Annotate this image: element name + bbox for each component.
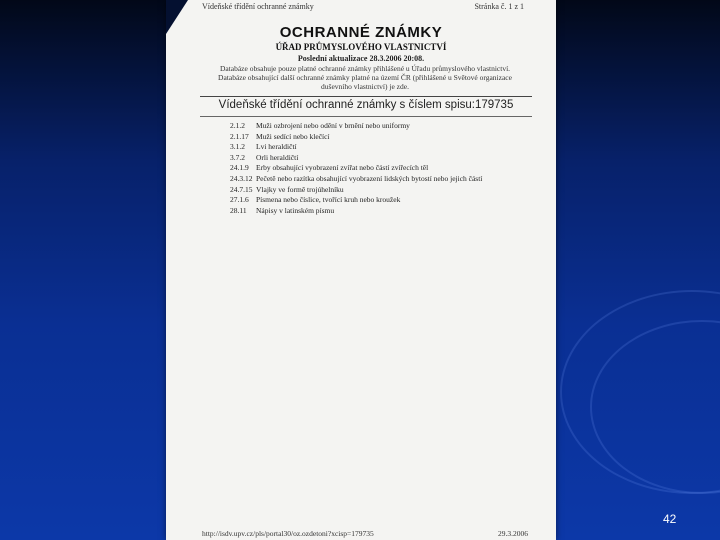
classification-list	[230, 121, 482, 216]
classification-label: Muži ozbrojení nebo odění v brnění nebo uniformy	[256, 121, 410, 130]
classification-label: Orli heraldičtí	[256, 152, 299, 162]
classification-row	[230, 185, 482, 196]
classification-row	[230, 121, 482, 132]
classification-code: 24.7.15	[230, 184, 253, 194]
slide-page-number: 42	[663, 512, 677, 526]
divider	[200, 116, 532, 117]
classification-code: 2.1.17	[230, 131, 249, 141]
divider	[200, 96, 532, 97]
classification-code: 3.7.2	[230, 152, 245, 162]
classification-row	[230, 174, 482, 185]
classification-row	[230, 195, 482, 206]
classification-code: 28.11	[230, 205, 247, 215]
classification-code: 3.1.2	[230, 142, 245, 152]
footer-date: 29.3.2006	[498, 529, 528, 538]
classification-row	[230, 163, 482, 174]
classification-row	[230, 142, 482, 153]
classification-label: Erby obsahující vyobrazení zvířat nebo částí zvířecích těl	[256, 163, 429, 173]
footer-url: http://isdv.upv.cz/pls/portal30/oz.ozdetoni?xcisp=179735	[202, 529, 374, 538]
classification-label: Pečetě nebo razítka obsahující vyobrazení lidských bytostí nebo jejich částí	[256, 173, 483, 183]
classification-label: Muži sedící nebo klečící	[256, 131, 330, 141]
classification-label: Nápisy v latinském písmu	[256, 205, 335, 215]
classification-code: 24.1.9	[230, 163, 249, 173]
document-header-title: Vídeňské třídění ochranné známky	[202, 2, 314, 11]
last-update: Poslední aktualizace 28.3.2006 20:08.	[297, 54, 425, 63]
classification-code: 2.1.2	[230, 121, 245, 130]
document-page-indicator: Stránka č. 1 z 1	[474, 2, 524, 11]
classification-row	[230, 132, 482, 143]
classification-label: Lvi heraldičtí	[256, 142, 297, 152]
document-subtitle: ÚŘAD PRŮMYSLOVÉHO VLASTNICTVÍ	[275, 42, 447, 52]
document-title: OCHRANNÉ ZNÁMKY	[279, 24, 443, 41]
classification-label: Písmena nebo číslice, tvořící kruh nebo kroužek	[256, 195, 401, 205]
classification-code: 24.3.12	[230, 173, 253, 183]
section-title: Vídeňské třídění ochranné známky s číslem spisu:179735	[218, 99, 514, 111]
database-note: Databáze obsahující další ochranné známky platné na území ČR (přihlášené u Světové organizace duševního vlastnictví) je zde.	[218, 73, 512, 91]
classification-label: Vlajky ve formě trojúhelníku	[256, 184, 344, 194]
classification-row	[230, 206, 482, 217]
classification-code: 27.1.6	[230, 195, 249, 205]
database-notes	[202, 64, 528, 91]
database-note: Databáze obsahuje pouze platné ochranné známky přihlášené u Úřadu průmyslového vlastnictví.	[219, 64, 511, 73]
classification-row	[230, 153, 482, 164]
scanned-document	[166, 0, 556, 540]
